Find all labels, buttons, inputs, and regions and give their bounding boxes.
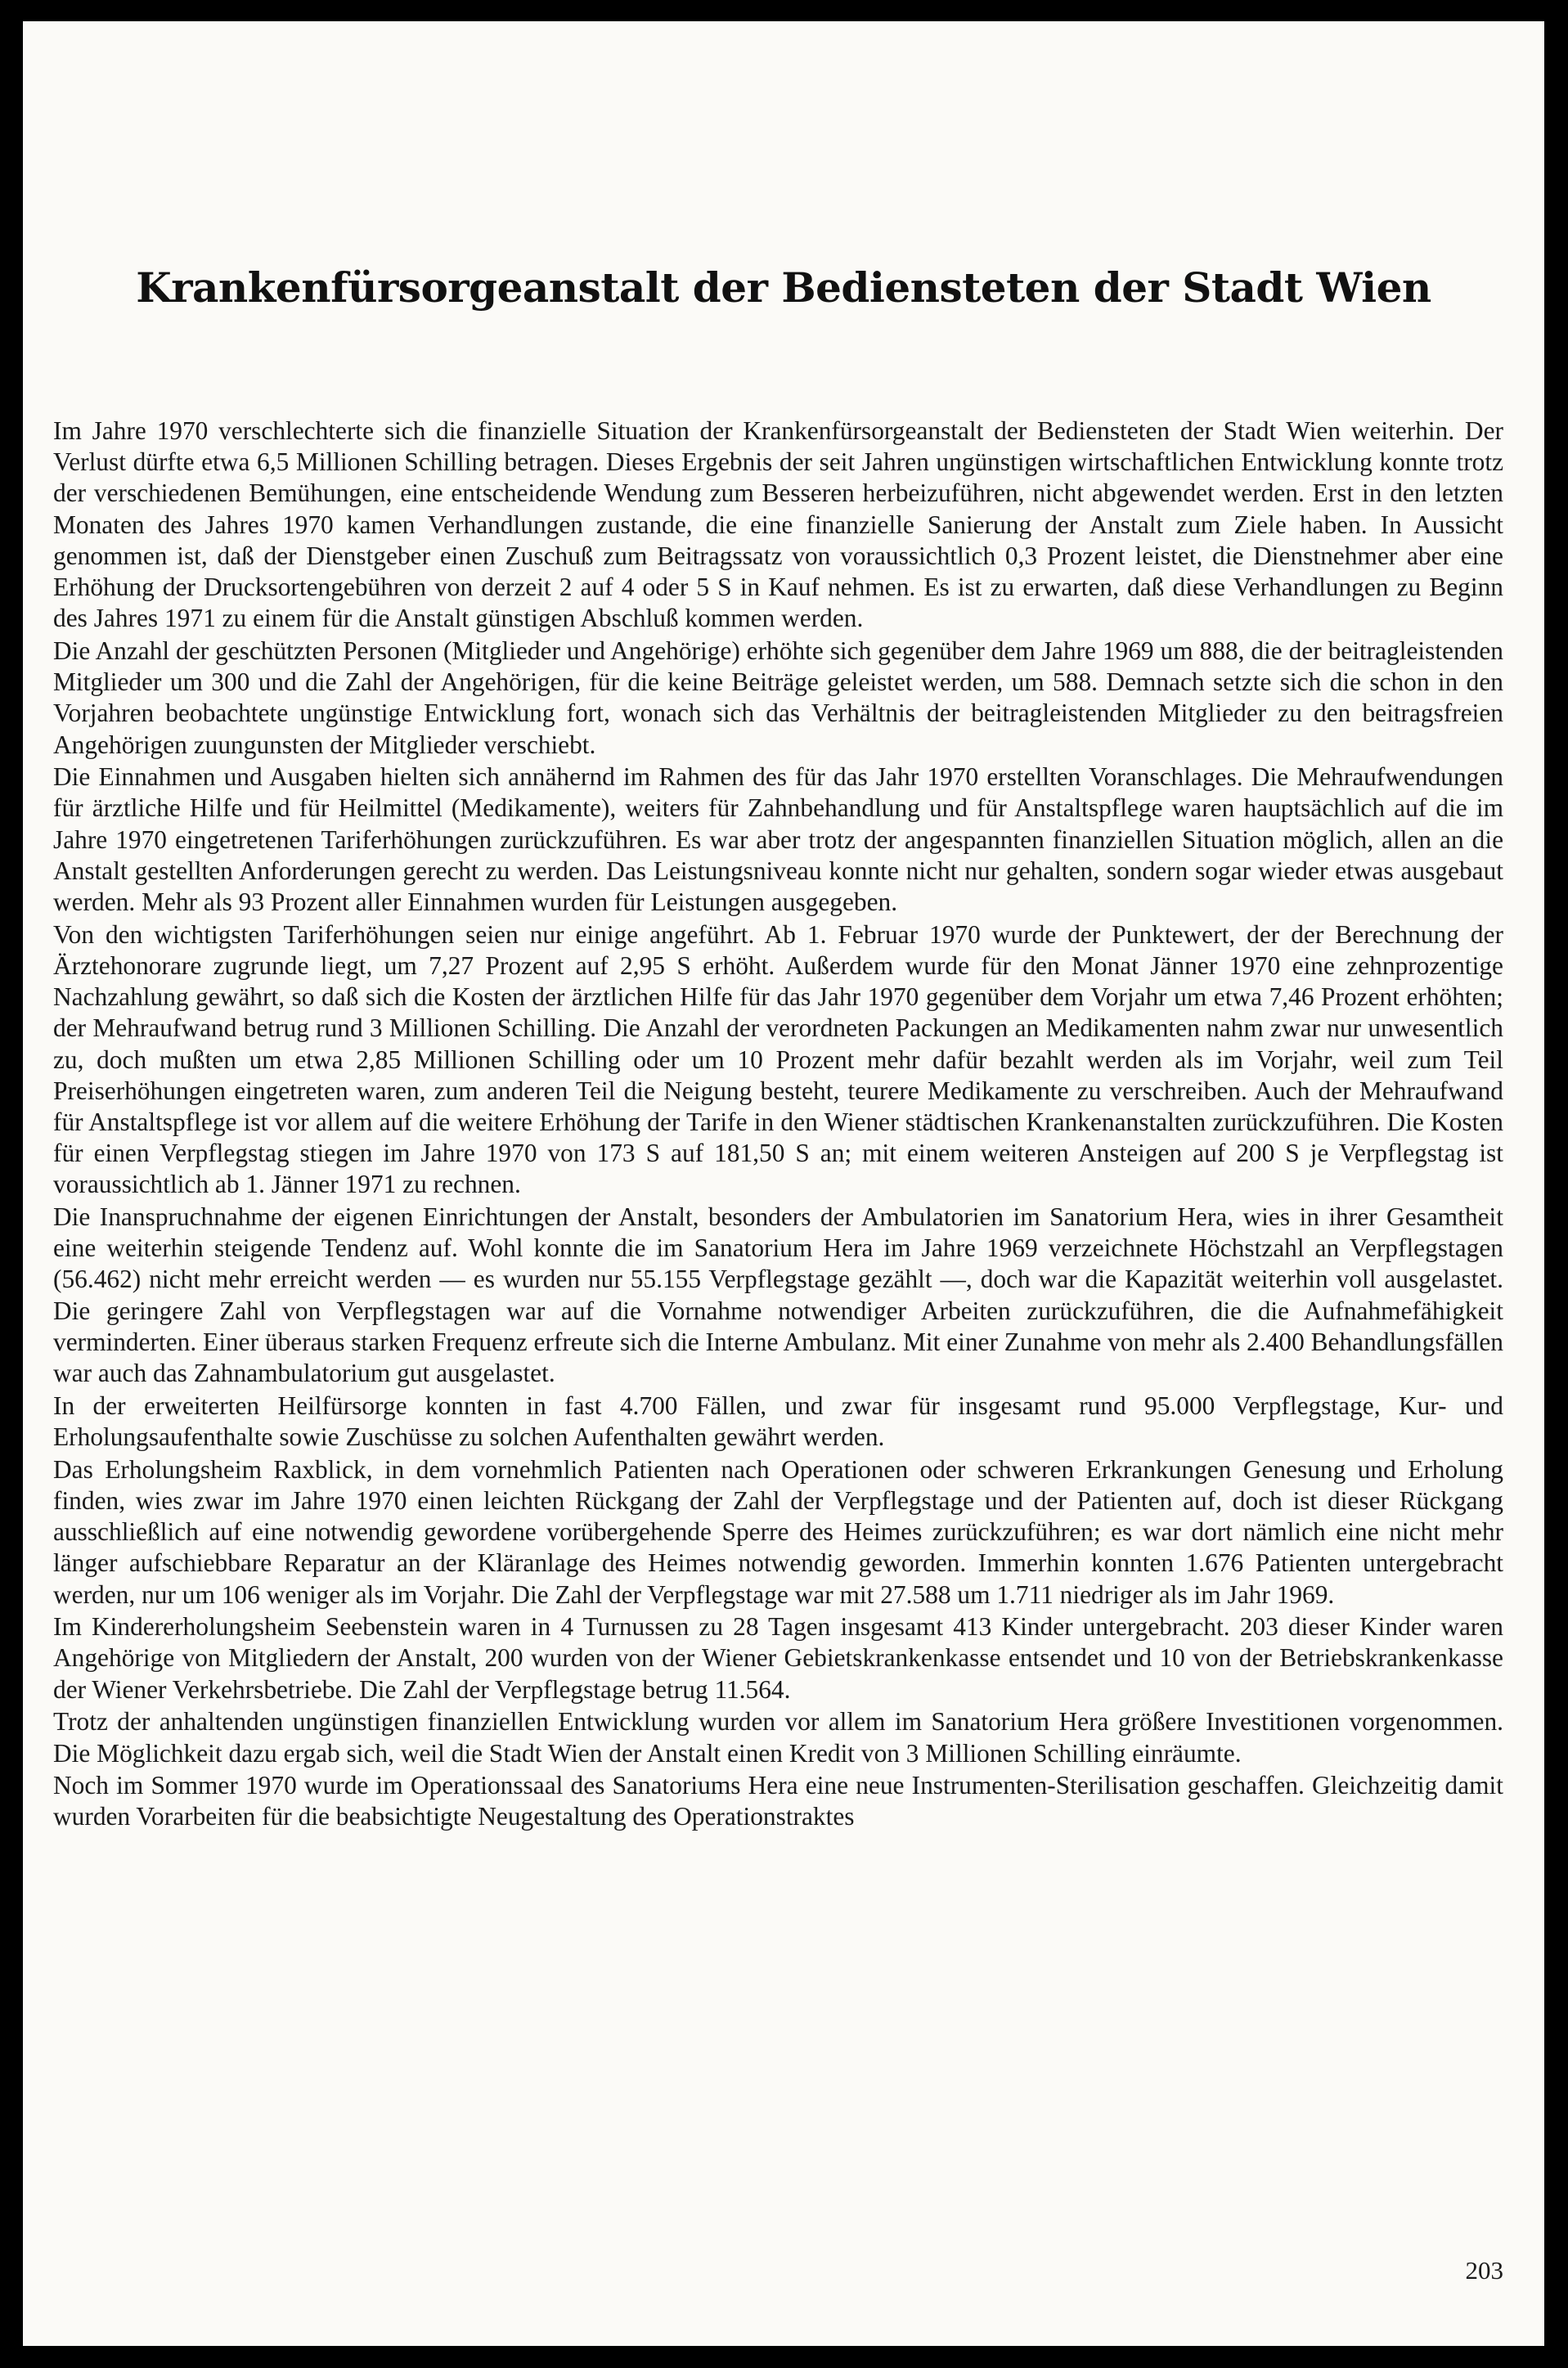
- page-number: 203: [1465, 2256, 1503, 2285]
- paragraph: Die Einnahmen und Ausgaben hielten sich annähernd im Rahmen des für das Jahr 1970 erstellten Voranschlages. Die Mehraufwendungen für ärztliche Hilfe und für Heilmittel (Medikamente), weiters für Zahnbehandlung und für Anstaltspflege waren hauptsächlich auf die im Jahre 1970 eingetretenen Tariferhöhungen zurückzuführen. Es war aber trotz der angespannten finanziellen Situation möglich, allen an die Anstalt gestellten Anforderungen gerecht zu werden. Das Leistungsniveau konnte nicht nur gehalten, sondern sogar wieder etwas ausgebaut werden. Mehr als 93 Prozent aller Einnahmen wurden für Leistungen ausgegeben.: [53, 762, 1503, 917]
- paragraph: Im Jahre 1970 verschlechterte sich die finanzielle Situation der Krankenfürsorgeanstalt der Bediensteten der Stadt Wien weiterhin. Der Verlust dürfte etwa 6,5 Millionen Schilling betragen. Dieses Ergebnis der seit Jahren ungünstigen wirtschaftlichen Entwicklung konnte trotz der verschiedenen Bemühungen, eine entscheidende Wendung zum Besseren herbeizuführen, nicht abgewendet werden. Erst in den letzten Monaten des Jahres 1970 kamen Verhandlungen zustande, die eine finanzielle Sanierung der Anstalt zum Ziele haben. In Aussicht genommen ist, daß der Dienstgeber einen Zuschuß zum Beitragssatz von voraussichtlich 0,3 Prozent leistet, die Dienstnehmer aber eine Erhöhung der Drucksortengebühren von derzeit 2 auf 4 oder 5 S in Kauf nehmen. Es ist zu erwarten, daß diese Verhandlungen zu Beginn des Jahres 1971 zu einem für die Anstalt günstigen Abschluß kommen werden.: [53, 416, 1503, 633]
- paragraph: Die Inanspruchnahme der eigenen Einrichtungen der Anstalt, besonders der Ambulatorien im Sanatorium Hera, wies in ihrer Gesamtheit eine weiterhin steigende Tendenz auf. Wohl konnte die im Sanatorium Hera im Jahre 1969 verzeichnete Höchstzahl an Verpflegstagen (56.462) nicht mehr erreicht werden — es wurden nur 55.155 Verpflegstage gezählt —, doch war die Kapazität weiterhin voll ausgelastet. Die geringere Zahl von Verpflegstagen war auf die Vornahme notwendiger Arbeiten zurückzuführen, die die Aufnahmefähigkeit verminderten. Einer überaus starken Frequenz erfreute sich die Interne Ambulanz. Mit einer Zunahme von mehr als 2.400 Behandlungsfällen war auch das Zahnambulatorium gut ausgelastet.: [53, 1202, 1503, 1388]
- paragraph: Die Anzahl der geschützten Personen (Mitglieder und Angehörige) erhöhte sich gegenüber dem Jahre 1969 um 888, die der beitragleistenden Mitglieder um 300 und die Zahl der Angehörigen, für die keine Beiträge geleistet werden, um 588. Demnach setzte sich die schon in den Vorjahren beobachtete ungünstige Entwicklung fort, wonach sich das Verhältnis der beitragleistenden Mitglieder zu den beitragsfreien Angehörigen zuungunsten der Mitglieder verschiebt.: [53, 636, 1503, 759]
- paragraph: In der erweiterten Heilfürsorge konnten in fast 4.700 Fällen, und zwar für insgesamt rund 95.000 Verpflegstage, Kur- und Erholungsaufenthalte sowie Zuschüsse zu solchen Aufenthalten gewährt werden.: [53, 1391, 1503, 1451]
- document-page: [23, 21, 1544, 2346]
- paragraph: Von den wichtigsten Tariferhöhungen seien nur einige angeführt. Ab 1. Februar 1970 wurde der Punktewert, der der Berechnung der Ärztehonorare zugrunde liegt, um 7,27 Prozent auf 2,95 S erhöht. Außerdem wurde für den Monat Jänner 1970 eine zehnprozentige Nachzahlung gewährt, so daß sich die Kosten der ärztlichen Hilfe für das Jahr 1970 gegenüber dem Vorjahr um etwa 7,46 Prozent erhöhten; der Mehraufwand betrug rund 3 Millionen Schilling. Die Anzahl der verordneten Packungen an Medikamenten nahm zwar nur unwesentlich zu, doch mußten um etwa 2,85 Millionen Schilling oder um 10 Prozent mehr dafür bezahlt werden als im Vorjahr, weil zum Teil Preiserhöhungen eingetreten waren, zum anderen Teil die Neigung besteht, teurere Medikamente zu verschreiben. Auch der Mehraufwand für Anstaltspflege ist vor allem auf die weitere Erhöhung der Tarife in den Wiener städtischen Krankenanstalten zurückzuführen. Die Kosten für einen Verpflegstag stiegen im Jahre 1970 von 173 S auf 181,50 S an; mit einem weiteren Ansteigen auf 200 S je Verpflegstag ist voraussichtlich ab 1. Jänner 1971 zu rechnen.: [53, 919, 1503, 1199]
- paragraph: Trotz der anhaltenden ungünstigen finanziellen Entwicklung wurden vor allem im Sanatorium Hera größere Investitionen vorgenommen. Die Möglichkeit dazu ergab sich, weil die Stadt Wien der Anstalt einen Kredit von 3 Millionen Schilling einräumte.: [53, 1707, 1503, 1768]
- page-title: Krankenfürsorgeanstalt der Bediensteten der Stadt Wien: [136, 263, 1431, 312]
- paragraph: Das Erholungsheim Raxblick, in dem vornehmlich Patienten nach Operationen oder schweren Erkrankungen Genesung und Erholung finden, wies zwar im Jahre 1970 einen leichten Rückgang der Zahl der Verpflegstage und der Patienten auf, doch ist dieser Rückgang ausschließlich auf eine notwendig gewordene vorübergehende Sperre des Heimes zurückzuführen; es war dort nämlich eine nicht mehr länger aufschiebbare Reparatur an der Kläranlage des Heimes notwendig geworden. Immerhin konnten 1.676 Patienten untergebracht werden, nur um 106 weniger als im Vorjahr. Die Zahl der Verpflegstage war mit 27.588 um 1.711 niedriger als im Jahr 1969.: [53, 1454, 1503, 1609]
- body-text: [53, 416, 1503, 1834]
- paragraph: Im Kindererholungsheim Seebenstein waren in 4 Turnussen zu 28 Tagen insgesamt 413 Kinder untergebracht. 203 dieser Kinder waren Angehörige von Mitgliedern der Anstalt, 200 wurden von der Wiener Gebietskrankenkasse entsendet und 10 von der Betriebskrankenkasse der Wiener Verkehrsbetriebe. Die Zahl der Verpflegstage betrug 11.564.: [53, 1612, 1503, 1704]
- paragraph: Noch im Sommer 1970 wurde im Operationssaal des Sanatoriums Hera eine neue Instrumenten-Sterilisation geschaffen. Gleichzeitig damit wurden Vorarbeiten für die beabsichtigte Neugestaltung des Operationstraktes: [53, 1771, 1503, 1831]
